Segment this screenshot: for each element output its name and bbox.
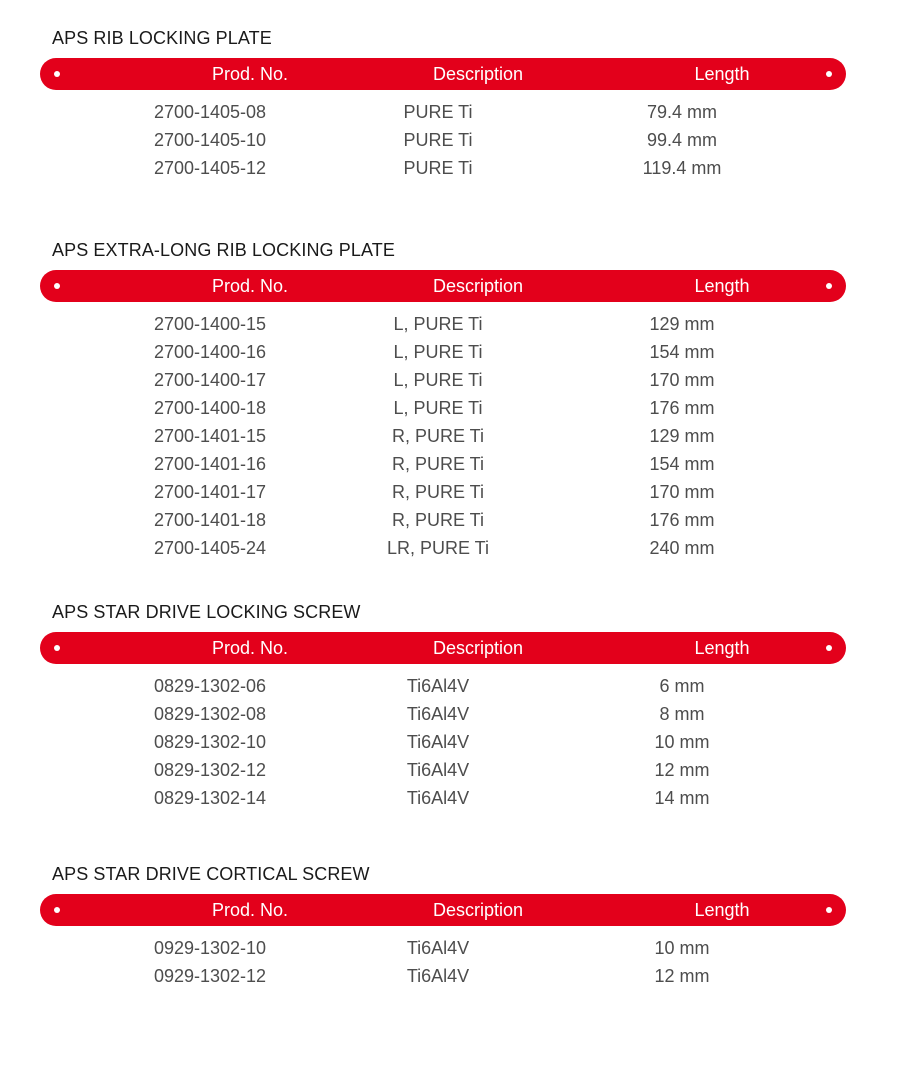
description-cell: L, PURE Ti [393, 398, 483, 418]
length-cell: 129 mm [649, 426, 715, 446]
prod-no-cell: 2700-1400-15 [153, 314, 267, 334]
length-cell: 176 mm [649, 398, 715, 418]
table-row [0, 756, 900, 784]
table-row [0, 154, 900, 182]
table-row [0, 962, 900, 990]
length-cell: 170 mm [649, 370, 715, 390]
bullet-icon [826, 71, 832, 77]
table-body [0, 934, 900, 990]
length-cell: 154 mm [649, 342, 715, 362]
description-cell: L, PURE Ti [393, 370, 483, 390]
table-body [0, 310, 900, 562]
section-title: APS EXTRA-LONG RIB LOCKING PLATE [52, 240, 395, 260]
bullet-icon [826, 645, 832, 651]
length-cell: 129 mm [649, 314, 715, 334]
table-row [0, 126, 900, 154]
prod-no-cell: 0829-1302-06 [153, 676, 267, 696]
column-header-length: Length [694, 276, 750, 296]
table-row [0, 478, 900, 506]
bullet-icon [54, 645, 60, 651]
column-header-prod-no: Prod. No. [211, 638, 289, 658]
length-cell: 8 mm [659, 704, 705, 724]
description-cell: L, PURE Ti [393, 342, 483, 362]
length-cell: 170 mm [649, 482, 715, 502]
description-cell: R, PURE Ti [391, 482, 484, 502]
prod-no-cell: 2700-1401-16 [153, 454, 267, 474]
prod-no-cell: 2700-1405-12 [153, 158, 267, 178]
table-row [0, 310, 900, 338]
table-body [0, 98, 900, 182]
prod-no-cell: 2700-1405-10 [153, 130, 267, 150]
description-cell: Ti6Al4V [406, 676, 470, 696]
length-cell: 10 mm [654, 732, 710, 752]
section-title: APS RIB LOCKING PLATE [52, 28, 272, 48]
column-header-prod-no: Prod. No. [211, 900, 289, 920]
length-cell: 240 mm [649, 538, 715, 558]
description-cell: LR, PURE Ti [386, 538, 490, 558]
length-cell: 10 mm [654, 938, 710, 958]
column-header-length: Length [694, 900, 750, 920]
table-header [40, 632, 846, 664]
table-row [0, 394, 900, 422]
table-row [0, 534, 900, 562]
column-header-description: Description [432, 900, 524, 920]
table-row [0, 784, 900, 812]
column-header-prod-no: Prod. No. [211, 64, 289, 84]
description-cell: R, PURE Ti [391, 454, 484, 474]
bullet-icon [54, 283, 60, 289]
bullet-icon [54, 907, 60, 913]
description-cell: Ti6Al4V [406, 966, 470, 986]
column-header-length: Length [694, 638, 750, 658]
section-title: APS STAR DRIVE LOCKING SCREW [52, 602, 361, 622]
prod-no-cell: 0829-1302-14 [153, 788, 267, 808]
table-header [40, 58, 846, 90]
prod-no-cell: 0929-1302-12 [153, 966, 267, 986]
length-cell: 14 mm [654, 788, 710, 808]
table-row [0, 450, 900, 478]
table-row [0, 700, 900, 728]
prod-no-cell: 0829-1302-08 [153, 704, 267, 724]
prod-no-cell: 2700-1400-18 [153, 398, 267, 418]
length-cell: 119.4 mm [642, 158, 722, 178]
table-row [0, 338, 900, 366]
description-cell: Ti6Al4V [406, 788, 470, 808]
length-cell: 154 mm [649, 454, 715, 474]
length-cell: 12 mm [654, 966, 710, 986]
column-header-description: Description [432, 276, 524, 296]
description-cell: R, PURE Ti [391, 510, 484, 530]
table-row [0, 422, 900, 450]
prod-no-cell: 2700-1401-17 [153, 482, 267, 502]
table-row [0, 728, 900, 756]
prod-no-cell: 2700-1400-16 [153, 342, 267, 362]
prod-no-cell: 2700-1400-17 [153, 370, 267, 390]
length-cell: 79.4 mm [646, 102, 718, 122]
table-row [0, 98, 900, 126]
table-row [0, 934, 900, 962]
column-header-description: Description [432, 638, 524, 658]
description-cell: PURE Ti [403, 130, 473, 150]
column-header-description: Description [432, 64, 524, 84]
bullet-icon [826, 283, 832, 289]
description-cell: PURE Ti [403, 102, 473, 122]
section-title: APS STAR DRIVE CORTICAL SCREW [52, 864, 370, 884]
length-cell: 12 mm [654, 760, 710, 780]
prod-no-cell: 2700-1401-18 [153, 510, 267, 530]
table-header [40, 270, 846, 302]
length-cell: 176 mm [649, 510, 715, 530]
description-cell: Ti6Al4V [406, 760, 470, 780]
prod-no-cell: 0829-1302-12 [153, 760, 267, 780]
column-header-prod-no: Prod. No. [211, 276, 289, 296]
length-cell: 99.4 mm [646, 130, 718, 150]
bullet-icon [826, 907, 832, 913]
prod-no-cell: 2700-1401-15 [153, 426, 267, 446]
table-row [0, 506, 900, 534]
prod-no-cell: 2700-1405-24 [153, 538, 267, 558]
description-cell: Ti6Al4V [406, 732, 470, 752]
prod-no-cell: 2700-1405-08 [153, 102, 267, 122]
prod-no-cell: 0929-1302-10 [153, 938, 267, 958]
prod-no-cell: 0829-1302-10 [153, 732, 267, 752]
length-cell: 6 mm [659, 676, 705, 696]
table-row [0, 366, 900, 394]
column-header-length: Length [694, 64, 750, 84]
table-row [0, 672, 900, 700]
description-cell: PURE Ti [403, 158, 473, 178]
table-body [0, 672, 900, 812]
description-cell: Ti6Al4V [406, 704, 470, 724]
bullet-icon [54, 71, 60, 77]
description-cell: L, PURE Ti [393, 314, 483, 334]
description-cell: Ti6Al4V [406, 938, 470, 958]
description-cell: R, PURE Ti [391, 426, 484, 446]
table-header [40, 894, 846, 926]
